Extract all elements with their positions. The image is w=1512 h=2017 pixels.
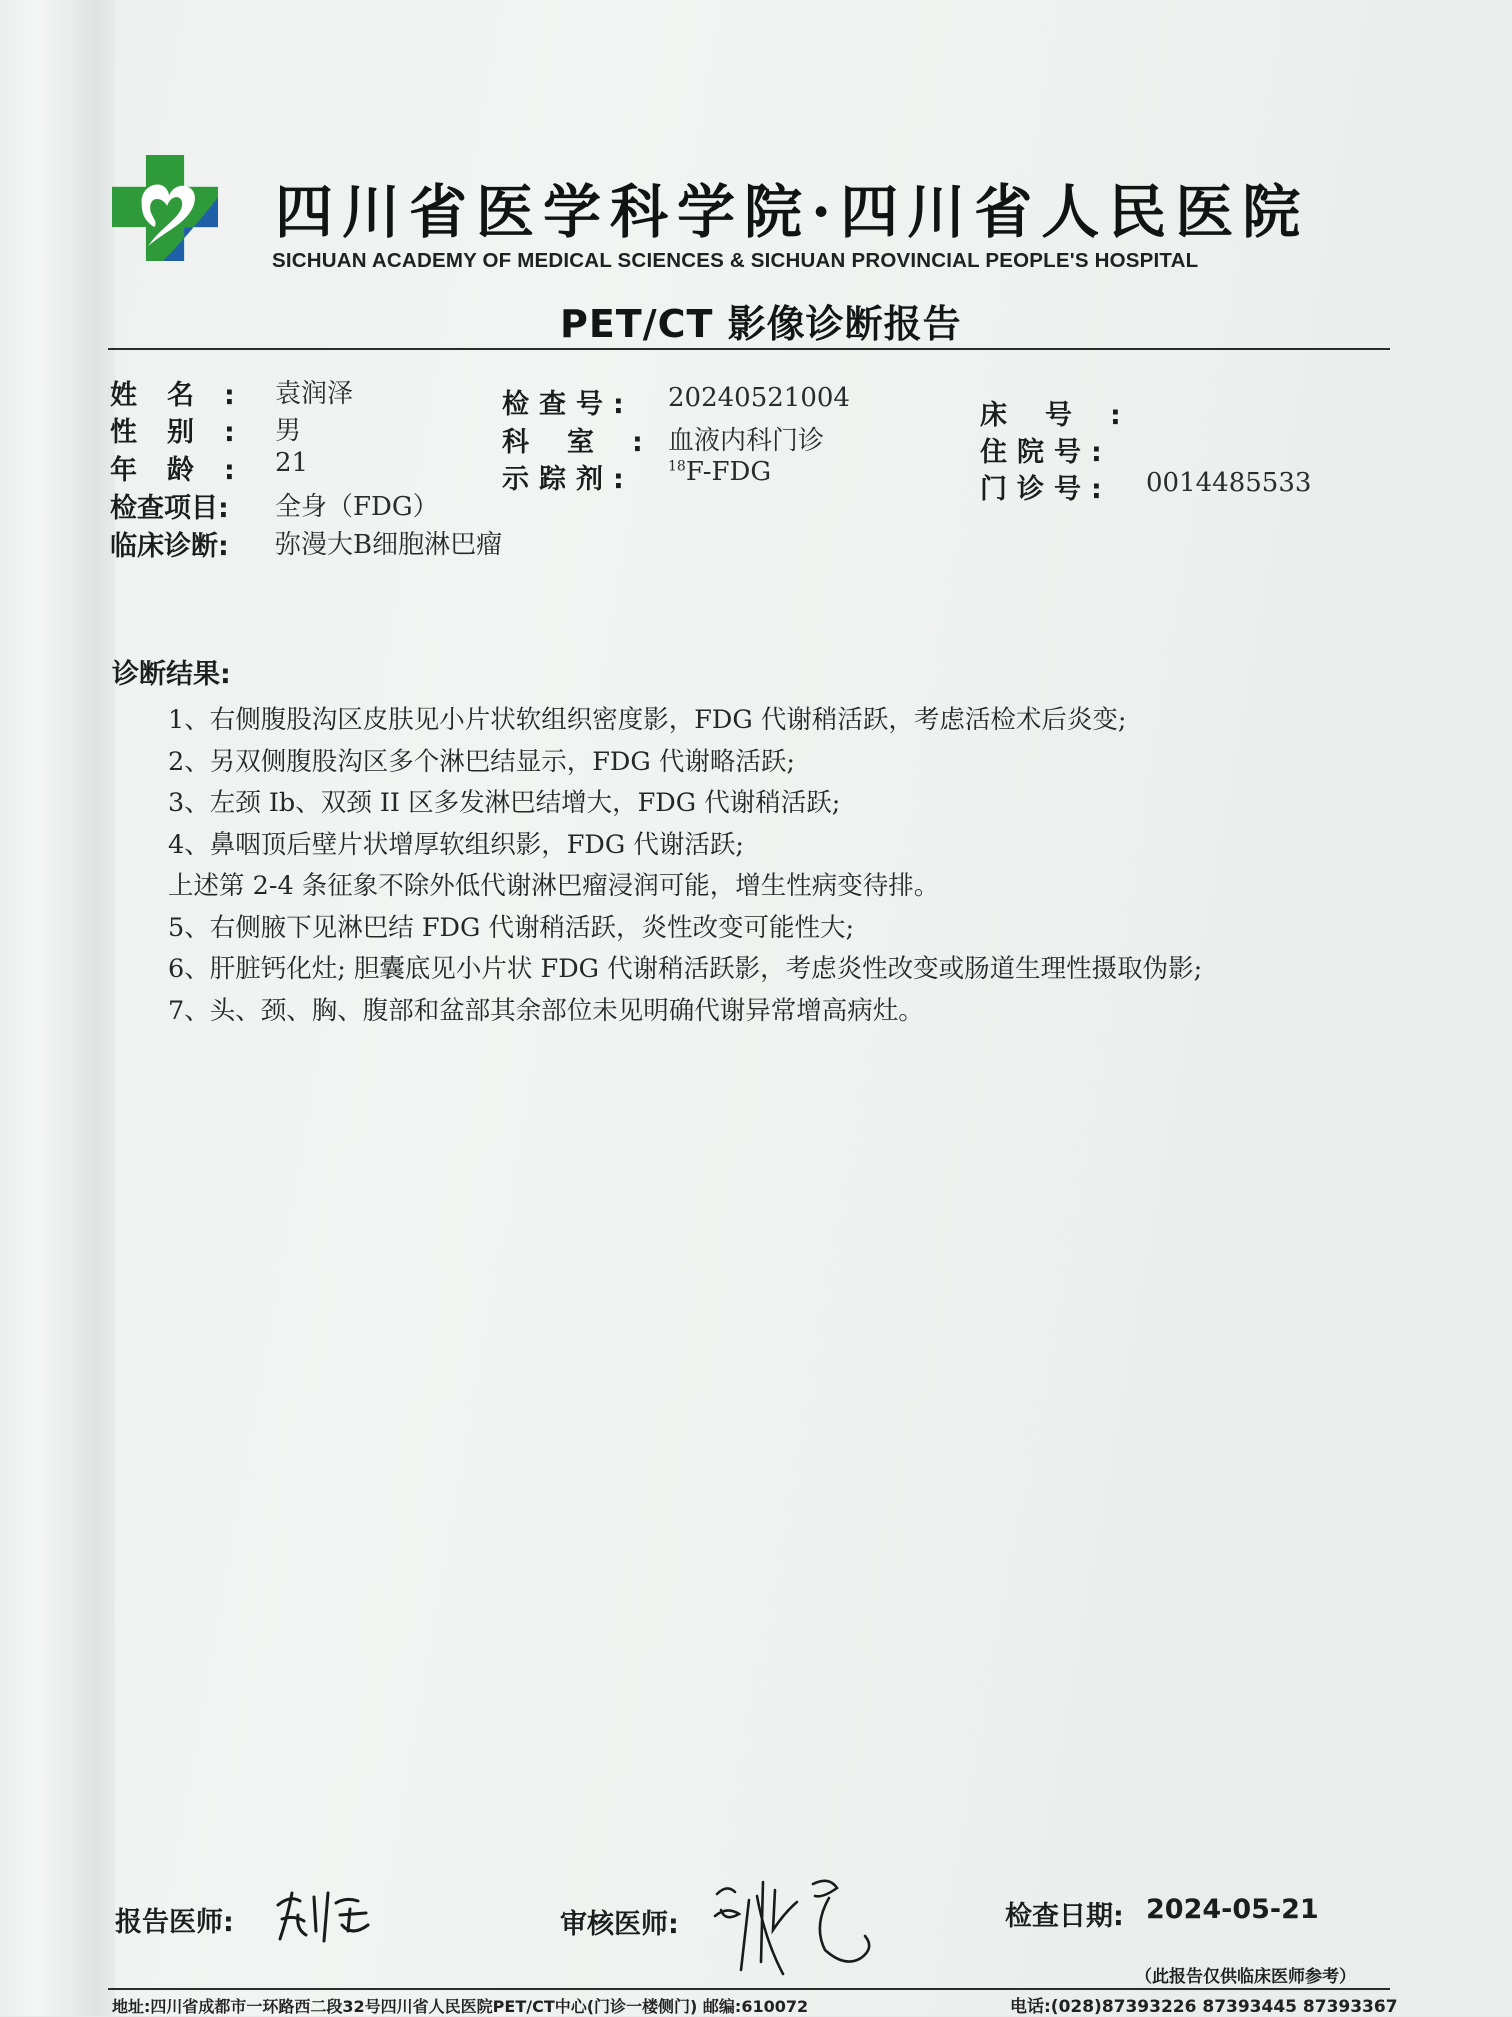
reporter-signature-icon <box>270 1885 380 1945</box>
hospital-name-cn: 四川省医学科学院·四川省人民医院 <box>275 178 1310 246</box>
diagnosis-item: 1、右侧腹股沟区皮肤见小片状软组织密度影，FDG 代谢稍活跃，考虑活检术后炎变; <box>168 705 1127 735</box>
page-fold-shadow <box>0 0 115 2016</box>
diagnosis-title: 诊断结果: <box>112 659 231 690</box>
diagnosis-item: 7、头、颈、胸、腹部和盆部其余部位未见明确代谢异常增高病灶。 <box>168 995 924 1026</box>
hospital-cross-logo-icon <box>112 155 218 261</box>
patient-sex: 男 <box>275 416 302 446</box>
header-divider <box>108 348 1390 350</box>
footer-phone: 电话:(028)87393226 87393445 87393367 <box>1010 1997 1398 2017</box>
patient-age: 21 <box>275 448 309 478</box>
diagnosis-item: 5、右侧腋下见淋巴结 FDG 代谢稍活跃，炎性改变可能性大; <box>168 912 855 943</box>
tracer-name: F-FDG <box>685 457 772 487</box>
exam-no-label: 检查号: <box>502 389 634 420</box>
dept: 血液内科门诊 <box>668 426 825 456</box>
hospital-name-en: SICHUAN ACADEMY OF MEDICAL SCIENCES & SICHUAN PROVINCIAL PEOPLE'S HOSPITAL <box>272 249 1199 272</box>
diagnosis-summary: 上述第 2-4 条征象不除外低代谢淋巴瘤浸润可能，增生性病变待排。 <box>168 871 940 901</box>
age-label: 年龄: <box>110 455 265 486</box>
tracer-label: 示踪剂: <box>502 464 634 495</box>
exam-date-label: 检查日期: <box>1005 1901 1124 1932</box>
exam-item: 全身（FDG） <box>275 492 439 522</box>
patient-name: 袁润泽 <box>275 379 354 409</box>
sex-label: 性别: <box>110 417 265 448</box>
reviewer-signature-icon <box>705 1870 905 1985</box>
tracer <box>668 457 771 487</box>
diagnosis-list <box>168 700 1202 1032</box>
bed-label: 床号: <box>980 400 1159 431</box>
footer-divider <box>108 1988 1390 1990</box>
report-title: PET/CT 影像诊断报告 <box>560 302 962 346</box>
outpatient-label: 门诊号: <box>980 474 1112 505</box>
name-label: 姓名: <box>110 380 265 411</box>
diagnosis-item: 4、鼻咽顶后壁片状增厚软组织影，FDG 代谢活跃; <box>168 829 744 860</box>
diagnosis-item: 3、左颈 Ib、双颈 II 区多发淋巴结增大，FDG 代谢稍活跃; <box>168 788 841 818</box>
inpatient-label: 住院号: <box>980 437 1112 468</box>
disclaimer-note: （此报告仅供临床医师参考） <box>1135 1967 1356 1987</box>
dept-label: 科室: <box>502 427 681 458</box>
reviewer-label: 审核医师: <box>560 1909 679 1940</box>
clinical-dx: 弥漫大B细胞淋巴瘤 <box>275 530 503 560</box>
exam-item-label: 检查项目: <box>110 493 229 524</box>
outpatient-no: 0014485533 <box>1146 468 1312 498</box>
footer-address: 地址:四川省成都市一环路西二段32号四川省人民医院PET/CT中心(门诊一楼侧门) 邮编:610072 <box>112 1997 809 2016</box>
clinical-dx-label: 临床诊断: <box>110 531 229 562</box>
diagnosis-item: 6、肝脏钙化灶; 胆囊底见小片状 FDG 代谢稍活跃影，考虑炎性改变或肠道生理性摄取伪影; <box>168 954 1203 984</box>
tracer-isotope: 18 <box>668 458 686 475</box>
reporter-label: 报告医师: <box>115 1907 234 1938</box>
exam-no: 20240521004 <box>668 383 850 413</box>
diagnosis-item: 2、另双侧腹股沟区多个淋巴结显示，FDG 代谢略活跃; <box>168 746 795 777</box>
exam-date: 2024-05-21 <box>1146 1894 1319 1925</box>
